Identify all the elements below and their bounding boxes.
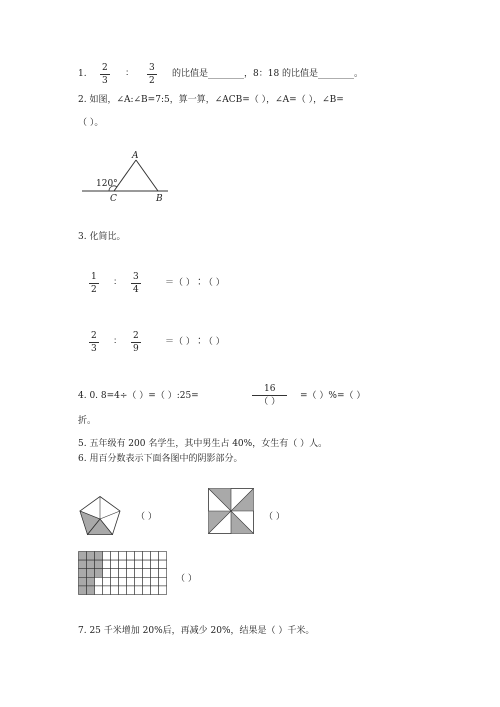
grid-cell — [151, 560, 159, 569]
grid-cell — [111, 577, 119, 586]
q3-title: 3. 化简比。 — [78, 232, 126, 242]
vertex-a-label: A — [132, 151, 139, 161]
grid-cell-shaded — [79, 552, 87, 561]
grid-cell — [143, 569, 151, 578]
grid-cell — [127, 586, 135, 595]
grid-cell — [143, 586, 151, 595]
q4-part1: 4. 0. 8=4÷（ ）=（ ）:25= — [78, 391, 199, 401]
q1-frac-b-numerator: 3 — [149, 63, 155, 73]
grid-cell — [103, 569, 111, 578]
grid-cell — [159, 560, 167, 569]
grid-cell — [159, 586, 167, 595]
grid-cell-shaded — [87, 560, 95, 569]
grid-cell — [119, 577, 127, 586]
square-figure — [208, 488, 254, 534]
q1-frac-a-denominator: 3 — [102, 76, 108, 86]
q3-row1-fraction-a — [89, 273, 99, 295]
q3-row1-frac-b-numerator: 3 — [133, 272, 139, 282]
q1-frac-a-numerator: 2 — [102, 63, 108, 73]
grid-cell-shaded — [87, 552, 95, 561]
grid-cell — [103, 577, 111, 586]
grid-cell — [143, 560, 151, 569]
grid-cell — [143, 552, 151, 561]
q3-row1-frac-a-numerator: 1 — [91, 272, 97, 282]
grid-cell-shaded — [95, 552, 103, 561]
triangle-figure — [78, 148, 178, 208]
grid-cell — [135, 569, 143, 578]
q6-title: 6. 用百分数表示下面各图中的阴影部分。 — [78, 454, 243, 464]
q7-text: 7. 25 千米增加 20%后，再减少 20%，结果是（ ）千米。 — [78, 626, 315, 636]
q1-frac-b-denominator: 2 — [149, 76, 155, 86]
grid-cell-shaded — [87, 586, 95, 595]
grid-cell — [127, 552, 135, 561]
grid-cell — [111, 569, 119, 578]
q4-part2: =（ ）%=（ ） — [300, 391, 366, 401]
grid-cell — [103, 560, 111, 569]
grid-cell — [103, 552, 111, 561]
grid-cell — [135, 552, 143, 561]
grid-cell-shaded — [79, 560, 87, 569]
q3-row1-frac-a-denominator: 2 — [91, 285, 97, 295]
grid-cell — [151, 552, 159, 561]
angle-label: 120° — [96, 179, 118, 189]
grid-cell — [127, 560, 135, 569]
q3-row2-colon: ∶ — [114, 337, 117, 347]
q3-row2-frac-a-denominator: 3 — [91, 344, 97, 354]
q3-row2-answer: ＝（ ）∶（ ） — [165, 337, 225, 347]
q4-frac-numerator: 16 — [252, 385, 287, 396]
grid-cell-shaded — [79, 569, 87, 578]
grid-cell — [127, 569, 135, 578]
grid-cell-shaded — [95, 560, 103, 569]
q3-row2-fraction-b — [131, 332, 141, 354]
grid-cell — [119, 586, 127, 595]
q2-line2: （ ）。 — [78, 118, 104, 128]
q1-colon: ∶ — [126, 69, 129, 79]
q3-row1-frac-b-denominator: 4 — [133, 285, 139, 295]
grid-cell-shaded — [79, 586, 87, 595]
grid-cell — [135, 560, 143, 569]
grid-cell — [95, 586, 103, 595]
q3-row1-fraction-b — [131, 273, 141, 295]
grid-cell — [143, 577, 151, 586]
grid-cell — [127, 577, 135, 586]
q4-frac-denominator: （ ） — [259, 397, 281, 407]
grid-cell — [151, 569, 159, 578]
grid-cell — [119, 569, 127, 578]
grid-cell — [159, 552, 167, 561]
vertex-c-label: C — [110, 194, 117, 204]
q3-row2-fraction-a — [89, 332, 99, 354]
side-ab — [136, 160, 158, 191]
grid-cell-shaded — [79, 577, 87, 586]
q1-fraction-a — [100, 64, 110, 86]
grid-cell — [135, 577, 143, 586]
q1-text: 的比值是________，8：18 的比值是________。 — [172, 69, 364, 79]
grid-cell — [151, 586, 159, 595]
grid-cell-shaded — [87, 577, 95, 586]
grid-cell — [119, 552, 127, 561]
q4-fraction — [252, 385, 287, 407]
grid-cell — [159, 569, 167, 578]
q6-pentagon-blank: （ ） — [136, 512, 157, 522]
grid-cell — [159, 577, 167, 586]
grid-cell — [111, 586, 119, 595]
q1-number: 1. — [78, 69, 87, 79]
q4-line2: 折。 — [78, 416, 97, 426]
grid-cell — [111, 552, 119, 561]
grid-cell — [119, 560, 127, 569]
grid-cell-shaded — [95, 569, 103, 578]
q6-square-blank: （ ） — [264, 512, 285, 522]
q3-row2-frac-b-numerator: 2 — [133, 331, 139, 341]
grid-cell — [135, 586, 143, 595]
grid-cell — [111, 560, 119, 569]
pentagon-figure — [78, 495, 122, 537]
grid-cell-shaded — [87, 569, 95, 578]
q3-row2-frac-b-denominator: 9 — [133, 344, 139, 354]
vertex-b-label: B — [156, 194, 163, 204]
q2-line1: 2. 如图，∠A:∠B=7:5，算一算，∠ACB=（ ），∠A=（ ），∠B= — [78, 95, 344, 105]
grid-figure — [78, 551, 168, 597]
q3-row1-answer: ＝（ ）∶（ ） — [165, 278, 225, 288]
q6-grid-blank: （ ） — [176, 574, 197, 584]
q3-row2-frac-a-numerator: 2 — [91, 331, 97, 341]
q5-text: 5. 五年级有 200 名学生，其中男生占 40%，女生有（ ）人。 — [78, 439, 328, 449]
q3-row1-colon: ∶ — [114, 278, 117, 288]
q1-fraction-b — [147, 64, 157, 86]
grid-cell — [95, 577, 103, 586]
grid-cell — [151, 577, 159, 586]
grid-cell — [103, 586, 111, 595]
